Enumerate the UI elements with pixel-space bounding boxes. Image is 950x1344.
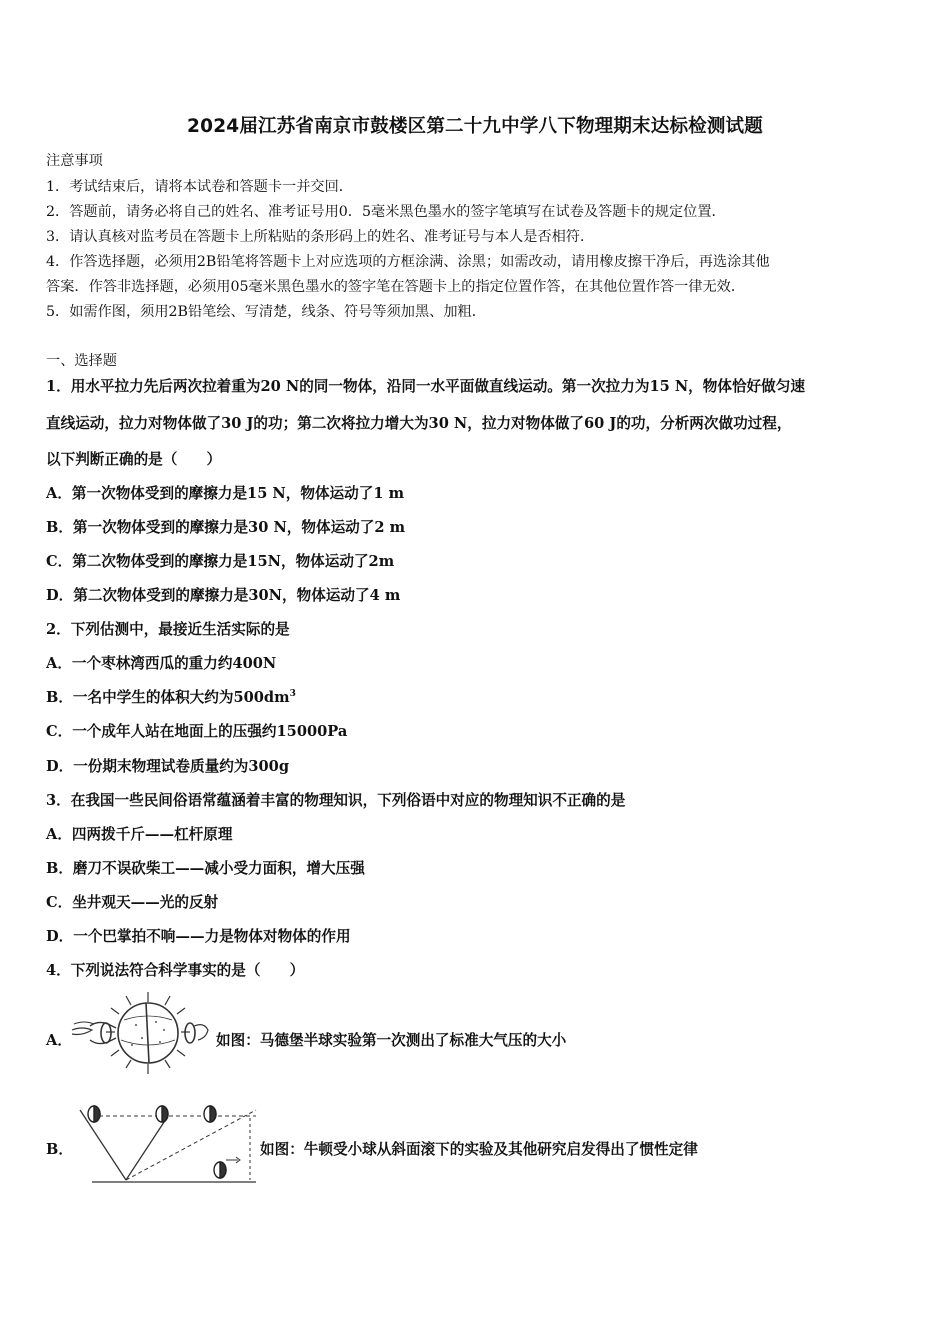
magdeburg-hemispheres-figure (66, 990, 216, 1080)
notice-item: 1．考试结束后，请将本试卷和答题卡一并交回． (46, 179, 353, 195)
question-4-option-b-text: 如图：牛顿受小球从斜面滚下的实验及其他研究启发得出了惯性定律 (260, 1141, 698, 1158)
question-2-option-a: A．一个枣林湾西瓜的重力约400N (46, 655, 277, 672)
superscript-exponent: 3 (289, 689, 296, 700)
question-1-line: 以下判断正确的是（ ） (46, 451, 222, 468)
question-1-option-d: D．第二次物体受到的摩擦力是30N，物体运动了4 m (46, 587, 401, 604)
question-4-option-b-label: B． (46, 1141, 73, 1158)
question-4-option-a-label: A． (46, 1032, 72, 1049)
notice-item: 5．如需作图，须用2B铅笔绘、写清楚，线条、符号等须加黑、加粗． (46, 304, 486, 320)
question-3-option-b: B．磨刀不误砍柴工——减小受力面积，增大压强 (46, 860, 365, 877)
question-3-stem: 3．在我国一些民间俗语常蕴涵着丰富的物理知识，下列俗语中对应的物理知识不正确的是 (46, 792, 626, 809)
notice-item: 2．答题前，请务必将自己的姓名、准考证号用0．5毫米黑色墨水的签字笔填写在试卷及答题卡的规定位置． (46, 204, 726, 220)
question-1-option-a: A．第一次物体受到的摩擦力是15 N，物体运动了1 m (46, 485, 405, 502)
question-2-option-b-row (46, 688, 296, 708)
question-4-option-a-text: 如图：马德堡半球实验第一次测出了标准大气压的大小 (216, 1032, 567, 1049)
page-title: 2024届江苏省南京市鼓楼区第二十九中学八下物理期末达标检测试题 (187, 116, 763, 137)
question-2-option-d: D．一份期末物理试卷质量约为300g (46, 758, 290, 775)
notice-item: 4．作答选择题，必须用2B铅笔将答题卡上对应选项的方框涂满、涂黑；如需改动，请用橡皮擦干净后，再选涂其他 (46, 254, 770, 270)
notice-heading: 注意事项 (46, 153, 103, 169)
notice-item: 答案．作答非选择题，必须用05毫米黑色墨水的签字笔在答题卡上的指定位置作答，在其他位置作答一律无效． (46, 279, 746, 295)
question-2-option-c: C．一个成年人站在地面上的压强约15000Pa (46, 723, 348, 740)
question-1-option-b: B．第一次物体受到的摩擦力是30 N，物体运动了2 m (46, 519, 406, 536)
question-2-option-b: B．一名中学生的体积大约为500dm (46, 689, 290, 706)
question-2-stem: 2．下列估测中，最接近生活实际的是 (46, 621, 290, 638)
notice-item: 3．请认真核对监考员在答题卡上所粘贴的条形码上的姓名、准考证号与本人是否相符． (46, 229, 595, 245)
question-3-option-d: D．一个巴掌拍不响——力是物体对物体的作用 (46, 928, 351, 945)
question-1-line: 1．用水平拉力先后两次拉着重为20 N的同一物体，沿同一水平面做直线运动。第一次拉力为15 N，物体恰好做匀速 (46, 378, 805, 395)
section-heading: 一、选择题 (46, 353, 117, 369)
question-1-line: 直线运动，拉力对物体做了30 J的功；第二次将拉力增大为30 N，拉力对物体做了60 J的功，分析两次做功过程， (46, 415, 792, 432)
inclined-plane-figure (76, 1100, 260, 1190)
question-1-option-c: C．第二次物体受到的摩擦力是15N，物体运动了2m (46, 553, 395, 570)
question-3-option-a: A．四两拨千斤——杠杆原理 (46, 826, 233, 843)
question-4-stem: 4．下列说法符合科学事实的是（ ） (46, 962, 305, 979)
question-3-option-c: C．坐井观天——光的反射 (46, 894, 219, 911)
